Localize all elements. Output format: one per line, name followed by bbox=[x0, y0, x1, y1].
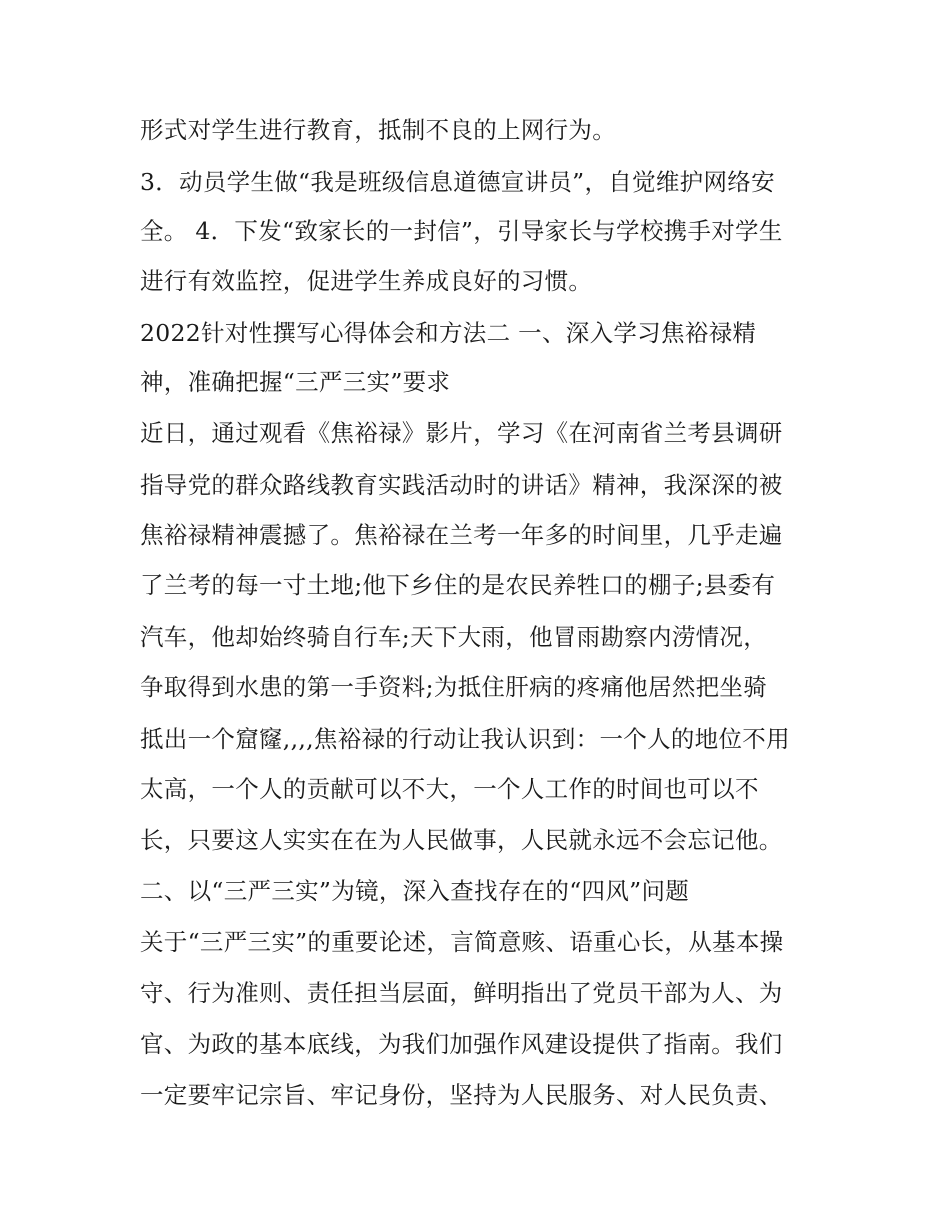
text-line: 太高，一个人的贡献可以不大，一个人工作的时间也可以不 bbox=[140, 775, 759, 803]
text-line: 3．动员学生做“我是班级信息道德宣讲员”，自觉维护网络安 bbox=[140, 168, 775, 196]
text-line: 焦裕禄精神震撼了。焦裕禄在兰考一年多的时间里，几乎走遍 bbox=[140, 521, 783, 549]
text-line: 进行有效监控，促进学生养成良好的习惯。 bbox=[140, 267, 593, 295]
text-line: 争取得到水患的第一手资料;为抵住肝病的疼痛他居然把坐骑 bbox=[140, 673, 768, 701]
text-line: 官、为政的基本底线，为我们加强作风建设提供了指南。我们 bbox=[140, 1030, 783, 1058]
text-line: 抵出一个窟窿,,,,焦裕禄的行动让我认识到：一个人的地位不用 bbox=[140, 725, 790, 753]
text-line: 二、以“三严三实”为镜，深入查找存在的“四风”问题 bbox=[140, 877, 690, 905]
text-line: 了兰考的每一寸土地;他下乡住的是农民养牲口的棚子;县委有 bbox=[140, 571, 776, 599]
text-line: 2022针对性撰写心得体会和方法二 一、深入学习焦裕禄精 bbox=[140, 319, 757, 347]
text-line: 守、行为准则、责任担当层面，鲜明指出了党员干部为人、为 bbox=[140, 979, 783, 1007]
text-line: 全。 4．下发“致家长的一封信”，引导家长与学校携手对学生 bbox=[140, 217, 783, 245]
text-line: 近日，通过观看《焦裕禄》影片，学习《在河南省兰考县调研 bbox=[140, 419, 783, 447]
text-line: 一定要牢记宗旨、牢记身份，坚持为人民服务、对人民负责、 bbox=[140, 1081, 783, 1109]
text-line: 汽车，他却始终骑自行车;天下大雨，他冒雨勘察内涝情况， bbox=[140, 623, 768, 651]
text-line: 长，只要这人实实在在为人民做事，人民就永远不会忘记他。 bbox=[140, 826, 783, 854]
text-line: 神，准确把握“三严三实”要求 bbox=[140, 368, 451, 396]
text-line: 关于“三严三实”的重要论述，言简意赅、语重心长，从基本操 bbox=[140, 928, 784, 956]
text-line: 形式对学生进行教育，抵制不良的上网行为。 bbox=[140, 116, 616, 144]
text-line: 指导党的群众路线教育实践活动时的讲话》精神，我深深的被 bbox=[140, 471, 783, 499]
